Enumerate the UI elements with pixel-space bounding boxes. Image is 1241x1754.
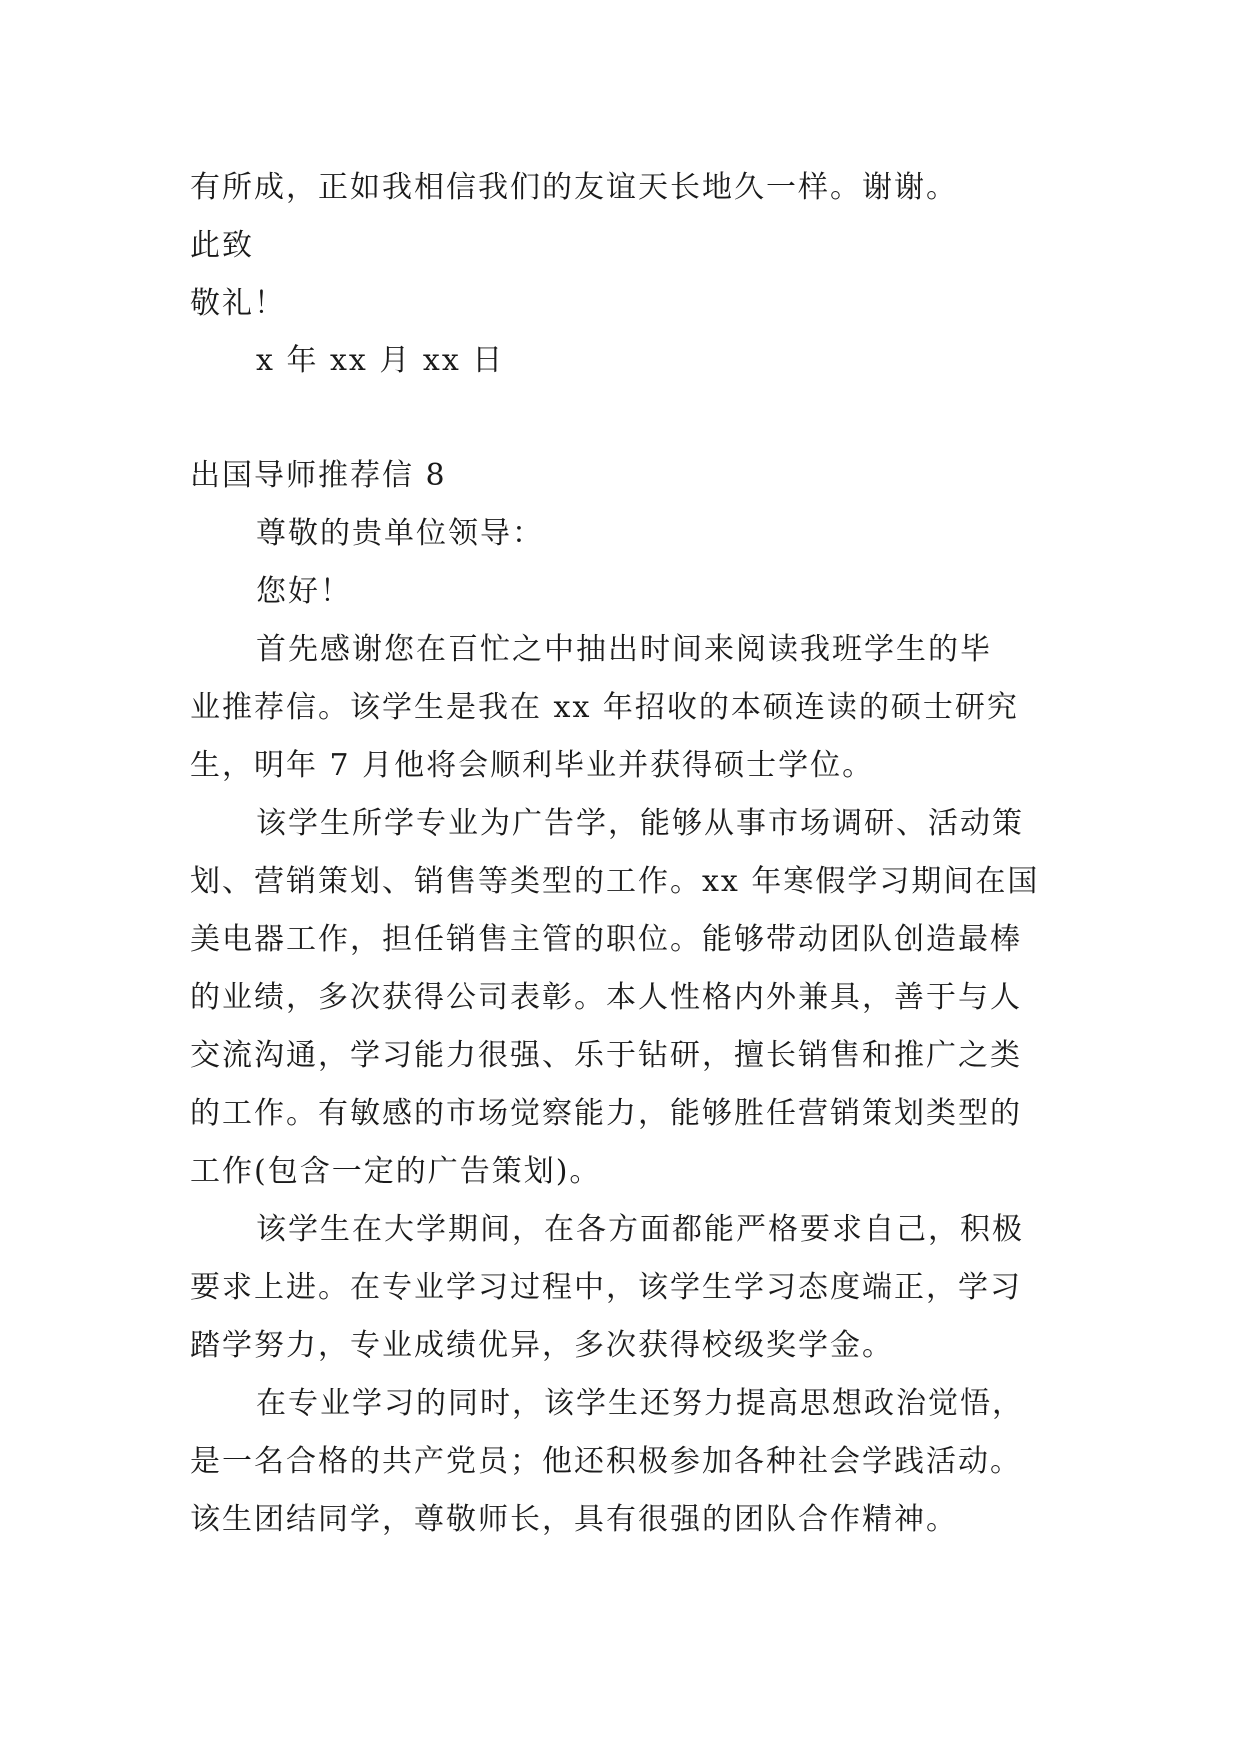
paragraph-line: 的业绩，多次获得公司表彰。本人性格内外兼具，善于与人 [190, 980, 1022, 1015]
closing-line: 此致 [190, 228, 254, 263]
paragraph-line: 划、营销策划、销售等类型的工作。xx 年寒假学习期间在国 [190, 864, 1040, 899]
paragraph-line: 首先感谢您在百忙之中抽出时间来阅读我班学生的毕 [256, 632, 992, 667]
paragraph-line: 该生团结同学，尊敬师长，具有很强的团队合作精神。 [190, 1502, 958, 1537]
paragraph-line: 业推荐信。该学生是我在 xx 年招收的本硕连读的硕士研究 [190, 690, 1019, 725]
date-line: x 年 xx 月 xx 日 [256, 343, 505, 378]
greeting-line: 尊敬的贵单位领导： [256, 516, 544, 551]
paragraph-line: 美电器工作，担任销售主管的职位。能够带动团队创造最棒 [190, 922, 1022, 957]
paragraph-line: 在专业学习的同时，该学生还努力提高思想政治觉悟， [256, 1386, 1024, 1421]
paragraph-line: 是一名合格的共产党员；他还积极参加各种社会学践活动。 [190, 1444, 1022, 1479]
paragraph-line: 工作(包含一定的广告策划)。 [190, 1154, 602, 1189]
paragraph-line: 踏学努力，专业成绩优异，多次获得校级奖学金。 [190, 1328, 894, 1363]
section-title: 出国导师推荐信 8 [190, 458, 447, 493]
paragraph-line: 要求上进。在专业学习过程中，该学生学习态度端正，学习 [190, 1270, 1022, 1305]
text-line: 有所成，正如我相信我们的友谊天长地久一样。谢谢。 [190, 170, 958, 205]
paragraph-line: 的工作。有敏感的市场觉察能力，能够胜任营销策划类型的 [190, 1096, 1022, 1131]
salutation-line: 敬礼！ [190, 286, 286, 321]
paragraph-line: 该学生所学专业为广告学，能够从事市场调研、活动策 [256, 806, 1024, 841]
paragraph-line: 该学生在大学期间，在各方面都能严格要求自己，积极 [256, 1212, 1024, 1247]
paragraph-line: 生，明年 7 月他将会顺利毕业并获得硕士学位。 [190, 748, 875, 783]
greeting-line: 您好！ [256, 574, 352, 609]
paragraph-line: 交流沟通，学习能力很强、乐于钻研，擅长销售和推广之类 [190, 1038, 1022, 1073]
